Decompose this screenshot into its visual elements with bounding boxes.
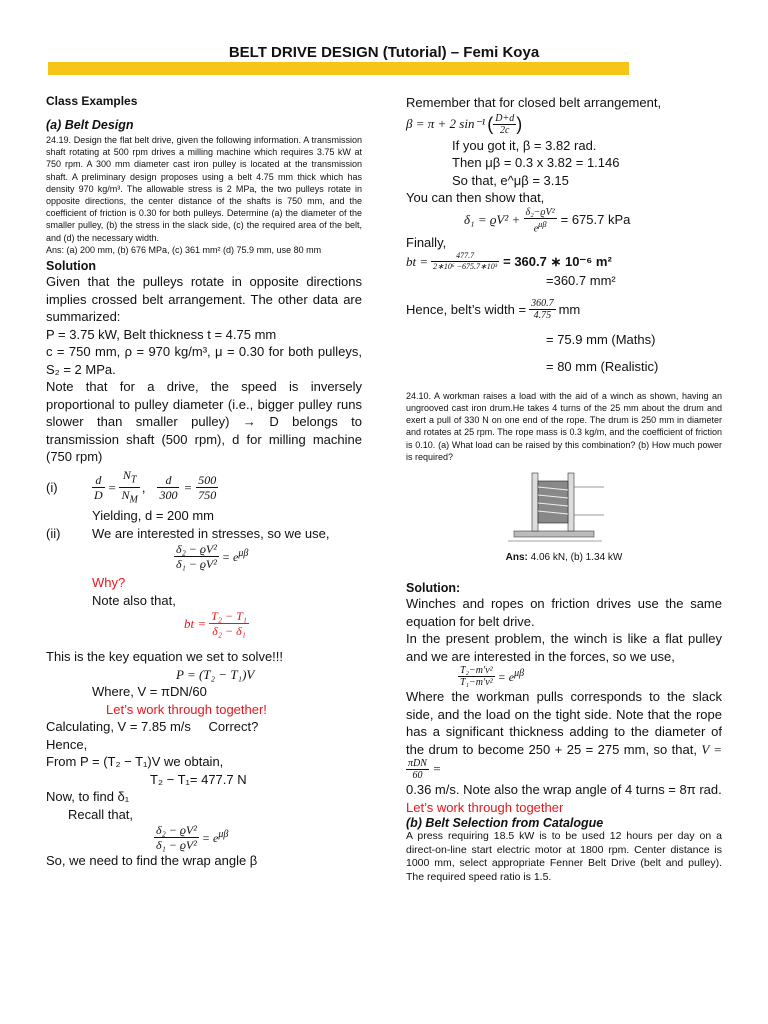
solution-heading: Solution [46, 259, 96, 274]
fraction-rope-tension: $\frac{\text{T₂−m′v²}}{\text{T₁−m′v²}}$ [460, 665, 493, 689]
bt-result-equation [406, 251, 722, 272]
calculating-row [46, 718, 362, 736]
belt-design-heading: (a) Belt Design [46, 118, 134, 132]
width-realistic: = 80 mm (Realistic) [546, 359, 659, 375]
width-unit: mm [558, 301, 581, 317]
fraction-bt: $\frac{477.7}{\text{2∗10⁶ −675.7∗10³}}$ [433, 251, 498, 272]
lets-work-text: Let’s work through together! [106, 701, 267, 717]
fraction-tension-stress: $\frac{\text{T₂ − T₁}}{\text{δ₂ − δ₁}}$ [211, 609, 247, 639]
left-column [46, 94, 362, 870]
answer-values: 4.06 kN, (b) 1.34 kW [530, 552, 623, 564]
you-can-text: You can then show that, [406, 190, 545, 205]
solution2-para3-block [406, 688, 722, 781]
stress-intro-row [46, 525, 362, 543]
if-you-got-it: If you got it, β = 3.82 rad. [452, 137, 597, 153]
bt-result-value: = 360.7 ∗ 10⁻⁶ m² [503, 254, 612, 270]
solution2-para2: In the present problem, the winch is like a flat pulley and we are interested in the forces, so we use, [406, 631, 722, 664]
width-maths: = 75.9 mm (Maths) [546, 331, 656, 347]
calculating-text: Calculating, V = 7.85 m/s [46, 719, 191, 735]
fraction-500-over-750: $\frac{500}{750}$ [198, 472, 217, 502]
solution-para2: Note that for a drive, the speed is inversely proportional to pulley diameter (i.e., bigger pulley runs slower than smaller pulley) → D belongs to transmission shaft (500 rpm), d for milling machine (750 rpm) [46, 379, 362, 465]
belt-equation-1 [46, 542, 362, 571]
fraction-width: $\frac{360.7}{4.75}$ [531, 297, 554, 321]
belt-selection-heading: (b) Belt Selection from Catalogue [406, 816, 604, 831]
power-equation: P = (T₂ − T₁)V [176, 666, 255, 682]
remember-text: Remember that for closed belt arrangement, [406, 95, 662, 110]
paren-open: ( [487, 113, 494, 134]
item-ii-label: (ii) [46, 525, 61, 541]
now-find-text: Now, to find δ₁ [46, 789, 130, 805]
why-text: Why? [92, 575, 126, 591]
class-examples-heading: Class Examples [46, 94, 138, 108]
stresses-text: We are interested in stresses, so we use, [92, 525, 330, 541]
selection-problem: A press requiring 18.5 kW is to be used 12 hours per day on a direct-on-line start electric motor at 1800 rpm. Center distance is 1000 mm, select appropriate Fenner Belt Drive (belt and pulley). The required speed ratio is 1.5. [406, 830, 722, 883]
fraction-stress-ratio: $\frac{\text{δ₂ − ϱV²}}{\text{δ₁ − ϱV²}}$ [156, 823, 197, 853]
answer-label: Ans: [505, 552, 528, 564]
bt-lhs: bt = [184, 615, 207, 631]
fraction-NT-over-NM: $\frac{N_T}{N_M}$ [121, 467, 138, 506]
equals-sign: = [107, 479, 117, 495]
rope-equation [406, 665, 722, 688]
solution2-heading: Solution: [406, 581, 461, 596]
title-underline-bar [48, 62, 629, 75]
wrap-angle-text: So, we need to find the wrap angle β [46, 853, 258, 869]
belt-equation-2 [46, 823, 362, 852]
winch-problem: 24.10. A workman raises a load with the aid of a winch as shown, having an ungrooved cast iron drum.He takes 4 turns of the 25 mm about the drum and exert a pull of 330 N on one end of the rope. The drum is 250 mm in diameter and rotates at 25 rpm. The rope mass is 0.3 kg/m, and the coefficient of friction is 0.10. (a) What load can be raised by this combination? (b) How much power is required? [406, 390, 722, 462]
item-i-label: (i) [46, 479, 58, 495]
correct-question: Correct? [208, 719, 259, 735]
then-mu-beta: Then μβ = 0.3 x 3.82 = 1.146 [452, 155, 620, 170]
v-lhs: V = [701, 741, 722, 757]
paren-close: ) [516, 113, 523, 134]
note-also-text: Note also that, [92, 592, 176, 608]
solution-para1: Given that the pulleys rotate in opposite directions implies crossed belt arrangement. The other data are summarized: [46, 274, 362, 325]
delta1-lhs: δ₁ = ϱV² + [464, 212, 524, 228]
exp-mu-beta: = $e^{\mu\beta}$ [497, 668, 525, 685]
recall-text: Recall that, [68, 806, 134, 822]
tension-difference: T₂ − T₁= 477.7 N [150, 771, 247, 787]
equals-sign: = [183, 479, 193, 495]
fraction-D-plus-d-over-2c: $\frac{D+d}{2c}$ [495, 112, 515, 136]
delta1-equation [406, 207, 722, 234]
beta-equation [406, 113, 722, 136]
exp-mu-beta: = $e^{\mu\beta}$ [221, 548, 249, 565]
winch-diagram [506, 467, 616, 545]
exp-mu-beta: = $e^{\mu\beta}$ [201, 829, 229, 846]
solution2-para3: Where the workman pulls corresponds to the slack side, and the load on the tight side. Note that the rope has a significant thickness adding to the diameter of the drum to become 250 + 25 = 275 mm, so that, [406, 689, 722, 757]
yielding-line: Yielding, d = 200 mm [92, 508, 215, 524]
key-equation-text: This is the key equation we set to solve!!! [46, 649, 284, 665]
lets-work-text-2: Let’s work through together [406, 799, 564, 815]
fraction-delta2: $\frac{\text{δ₂−ϱV²}}{e^{\mu\beta}}$ [525, 206, 555, 234]
finally-text: Finally, [406, 234, 447, 250]
data-line1: P = 3.75 kW, Belt thickness t = 4.75 mm [46, 326, 277, 342]
comma-separator: , [141, 479, 146, 495]
hence-text: Hence, [46, 736, 88, 752]
v-result-line: 0.36 m/s. Note also the wrap angle of 4 turns = 8π rad. [406, 782, 722, 798]
beta-lhs: β = π + 2 sin⁻¹ [406, 116, 486, 131]
right-column [406, 94, 722, 884]
fraction-stress-ratio: $\frac{\text{δ₂ − ϱV²}}{\text{δ₁ − ϱV²}}$ [176, 542, 217, 572]
fraction-d-over-300: $\frac{d}{300}$ [159, 472, 178, 502]
solution2-para1: Winches and ropes on friction drives use the same equation for belt drive. [406, 596, 722, 629]
problem-statement: 24.19. Design the flat belt drive, given the following information. A transmission shaft rotating at 500 rpm drives a milling machine which requires 3.75 kW at 750 rpm. A 300 mm diameter cast iron pulley is located at the transmission shaft. A preliminary design proposes using a belt 4.75 mm thick which has density 970 kg/m³. The allowable stress is 2 MPa, the two pulleys rotate in opposite directions, the center distance of the shafts is 750 mm, and the coefficient of friction is 0.30 for both pulleys. Determine (a) the diameter of the smaller pulley, (b) the stress in the slack side, (c) the required area of the belt, and (d) the necessary width. [46, 135, 362, 243]
winch-answer [406, 552, 722, 563]
data-line2: c = 750 mm, ρ = 970 kg/m³, μ = 0.30 for both pulleys, S₂ = 2 MPa. [46, 344, 362, 377]
bt-mm-value: =360.7 mm² [546, 273, 616, 289]
so-that-exp: So that, e^μβ = 3.15 [452, 172, 569, 188]
bt-equation [46, 609, 362, 638]
equals-sign: = [432, 760, 442, 776]
where-v-line: Where, V = πDN/60 [92, 684, 207, 700]
bt-lhs: bt = [406, 253, 429, 269]
from-p-text: From P = (T₂ − T₁)V we obtain, [46, 754, 224, 770]
ratio-equation-row [46, 468, 362, 508]
fraction-piDN-over-60: $\frac{\text{πDN}}{60}$ [408, 758, 427, 782]
page-title: BELT DRIVE DESIGN (Tutorial) – Femi Koya [228, 44, 540, 61]
answer-line: Ans: (a) 200 mm, (b) 676 MPa, (c) 361 mm² (d) 75.9 mm, use 80 mm [46, 244, 322, 255]
fraction-d-over-D: $\frac{d}{D}$ [94, 472, 103, 502]
delta1-value: = 675.7 kPa [560, 212, 631, 228]
hence-width-text: Hence, belt’s width = [406, 301, 527, 317]
width-equation [406, 298, 722, 321]
